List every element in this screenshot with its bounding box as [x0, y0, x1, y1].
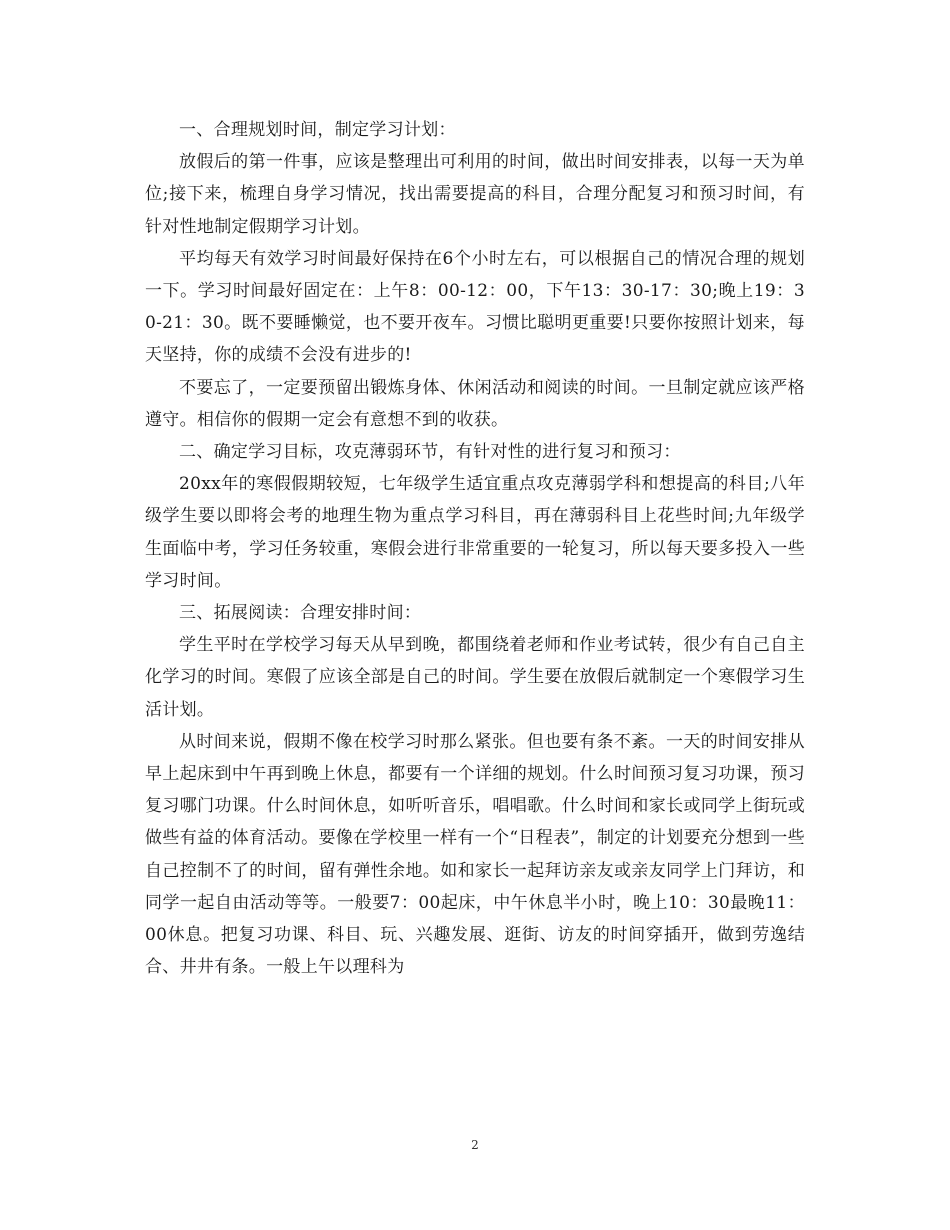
document-body	[145, 114, 805, 983]
paragraph: 不要忘了，一定要预留出锻炼身体、休闲活动和阅读的时间。一旦制定就应该严格遵守。相信你的假期一定会有意想不到的收获。	[145, 377, 805, 430]
section-heading-2: 二、确定学习目标，攻克薄弱环节，有针对性的进行复习和预习：	[179, 442, 681, 463]
section-heading-1: 一、合理规划时间，制定学习计划：	[179, 120, 456, 140]
paragraph: 从时间来说，假期不像在校学习时那么紧张。但也要有条不紊。一天的时间安排从早上起床到中午再到晚上休息，都要有一个详细的规划。什么时间预习复习功课，预习复习哪门功课。什么时间休息，如听听音乐，唱唱歌。什么时间和家长或同学上街玩或做些有益的体育活动。要像在学校里一样有一个“日程表”，制定的计划要充分想到一些自己控制不了的时间，留有弹性余地。如和家长一起拜访亲友或亲友同学上门拜访，和同学一起自由活动等等。一般要7：00起床，中午休息半小时，晚上10：30最晚11：00休息。把复习功课、科目、玩、兴趣发展、逛街、访友的时间穿插开，做到劳逸结合、井井有条。一般上午以理科为	[145, 731, 805, 978]
paragraph: 20xx年的寒假假期较短，七年级学生适宜重点攻克薄弱学科和想提高的科目;八年级学生要以即将会考的地理生物为重点学习科目，再在薄弱科目上花些时间;九年级学生面临中考，学习任务较重，寒假会进行非常重要的一轮复习，所以每天要多投入一些学习时间。	[145, 474, 805, 591]
paragraph: 平均每天有效学习时间最好保持在6个小时左右，可以根据自己的情况合理的规划一下。学习时间最好固定在：上午8：00-12：00，下午13：30-17：30;晚上19：30-21：30。既不要睡懒觉，也不要开夜车。习惯比聪明更重要!只要你按照计划来，每天坚持，你的成绩不会没有进步的!	[145, 248, 805, 366]
section-heading-3: 三、拓展阅读：合理安排时间：	[179, 603, 422, 624]
paragraph: 放假后的第一件事，应该是整理出可利用的时间，做出时间安排表，以每一天为单位;接下来，梳理自身学习情况，找出需要提高的科目，合理分配复习和预习时间，有针对性地制定假期学习计划。	[145, 152, 805, 237]
paragraph: 学生平时在学校学习每天从早到晚，都围绕着老师和作业考试转，很少有自己自主化学习的时间。寒假了应该全部是自己的时间。学生要在放假后就制定一个寒假学习生活计划。	[145, 635, 805, 720]
page-number: 2	[471, 1138, 479, 1152]
